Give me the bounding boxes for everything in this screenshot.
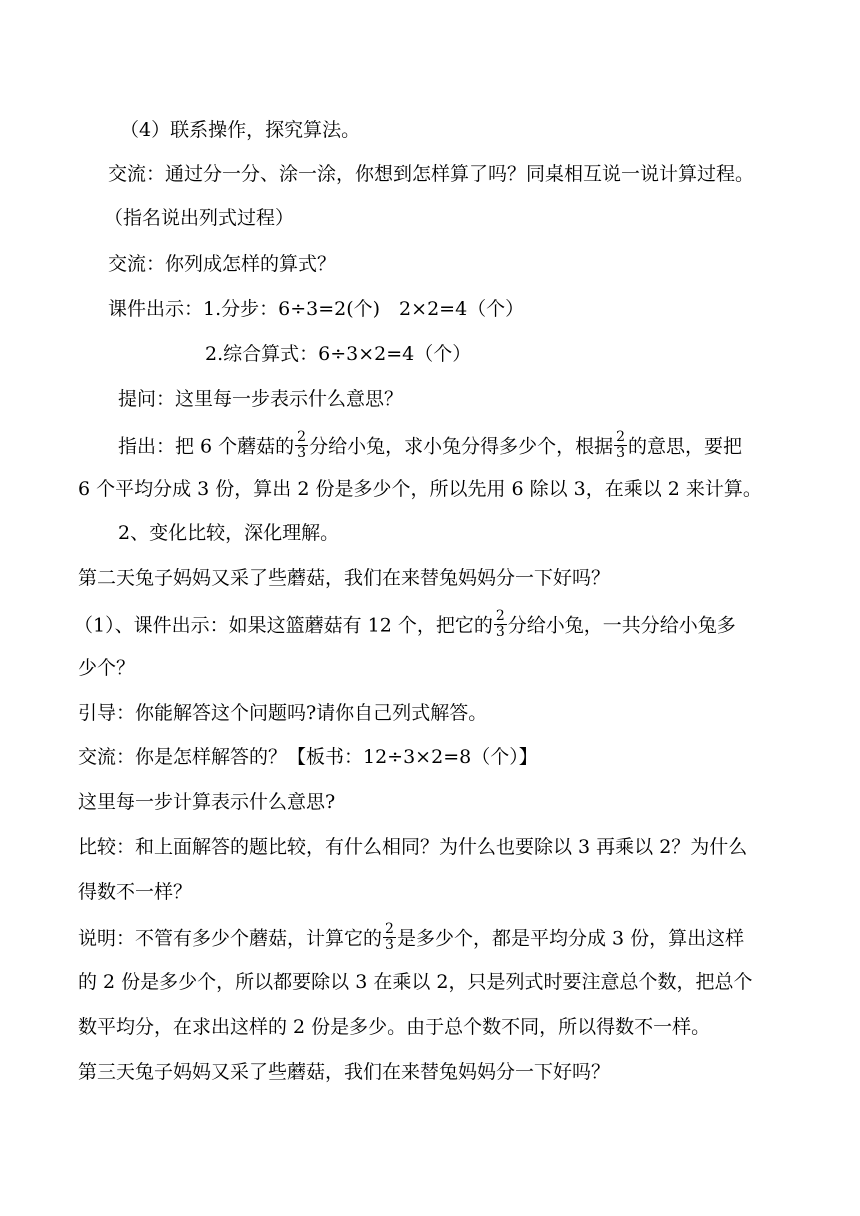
paragraph: 2.综合算式：6÷3×2=4（个） — [205, 343, 472, 365]
paragraph: 的 2 份是多少个，所以都要除以 3 在乘以 2，只是列式时要注意总个数，把总个 — [78, 971, 753, 993]
paragraph — [78, 921, 745, 955]
fraction-numerator: 2 — [616, 429, 626, 445]
paragraph: 引导：你能解答这个问题吗?请你自己列式解答。 — [78, 702, 488, 724]
fraction-denominator: 3 — [495, 624, 505, 640]
text-segment: 的意思，要把 — [628, 435, 743, 458]
paragraph: 交流：你是怎样解答的？【板书：12÷3×2=8（个）】 — [78, 746, 538, 768]
paragraph: 比较：和上面解答的题比较，有什么相同？为什么也要除以 3 再乘以 2？为什么 — [78, 836, 748, 858]
paragraph: 6 个平均分成 3 份，算出 2 份是多少个，所以先用 6 除以 3，在乘以 2 来计算。 — [78, 478, 762, 500]
fraction-denominator: 3 — [616, 445, 626, 461]
fraction-denominator: 3 — [297, 445, 307, 461]
paragraph: 课件出示：1.分步：6÷3=2(个) 2×2=4（个） — [108, 298, 525, 320]
text-segment: 说明：不管有多少个蘑菇，计算它的 — [78, 927, 383, 950]
paragraph — [118, 429, 743, 463]
fraction — [494, 609, 507, 640]
fraction-denominator: 3 — [385, 937, 394, 953]
paragraph: 第三天兔子妈妈又采了些蘑菇，我们在来替兔妈妈分一下好吗？ — [78, 1061, 611, 1083]
text-segment: 是多少个，都是平均分成 3 份，算出这样 — [396, 927, 745, 950]
paragraph: 少个？ — [78, 657, 136, 679]
fraction — [614, 430, 627, 461]
paragraph: 第二天兔子妈妈又采了些蘑菇，我们在来替兔妈妈分一下好吗？ — [78, 567, 611, 589]
section-heading: 2、变化比较，深化理解。 — [118, 522, 340, 544]
paragraph: 这里每一步计算表示什么意思? — [78, 791, 336, 813]
paragraph: 数平均分，在求出这样的 2 份是多少。由于总个数不同，所以得数不一样。 — [78, 1016, 711, 1038]
text-segment: （1）、课件出示：如果这篮蘑菇有 12 个，把它的 — [74, 614, 493, 637]
paragraph: （指名说出列式过程） — [104, 207, 295, 229]
paragraph: 提问：这里每一步表示什么意思？ — [118, 388, 404, 410]
step-heading: （4）联系操作，探究算法。 — [120, 119, 361, 141]
text-segment: 指出：把 6 个蘑菇的 — [118, 435, 295, 458]
paragraph: 交流：你列成怎样的算式？ — [108, 253, 337, 275]
fraction — [383, 922, 396, 953]
fraction-numerator: 2 — [385, 921, 394, 937]
paragraph: 交流：通过分一分、涂一涂，你想到怎样算了吗？同桌相互说一说计算过程。 — [108, 163, 755, 185]
fraction-numerator: 2 — [297, 429, 307, 445]
fraction — [295, 430, 308, 461]
fraction-numerator: 2 — [495, 608, 505, 624]
text-segment: 分给小兔，求小兔分得多少个，根据 — [309, 435, 614, 458]
paragraph: 得数不一样？ — [78, 881, 193, 903]
text-segment: 分给小兔，一共分给小兔多 — [507, 614, 736, 637]
paragraph — [74, 608, 736, 642]
